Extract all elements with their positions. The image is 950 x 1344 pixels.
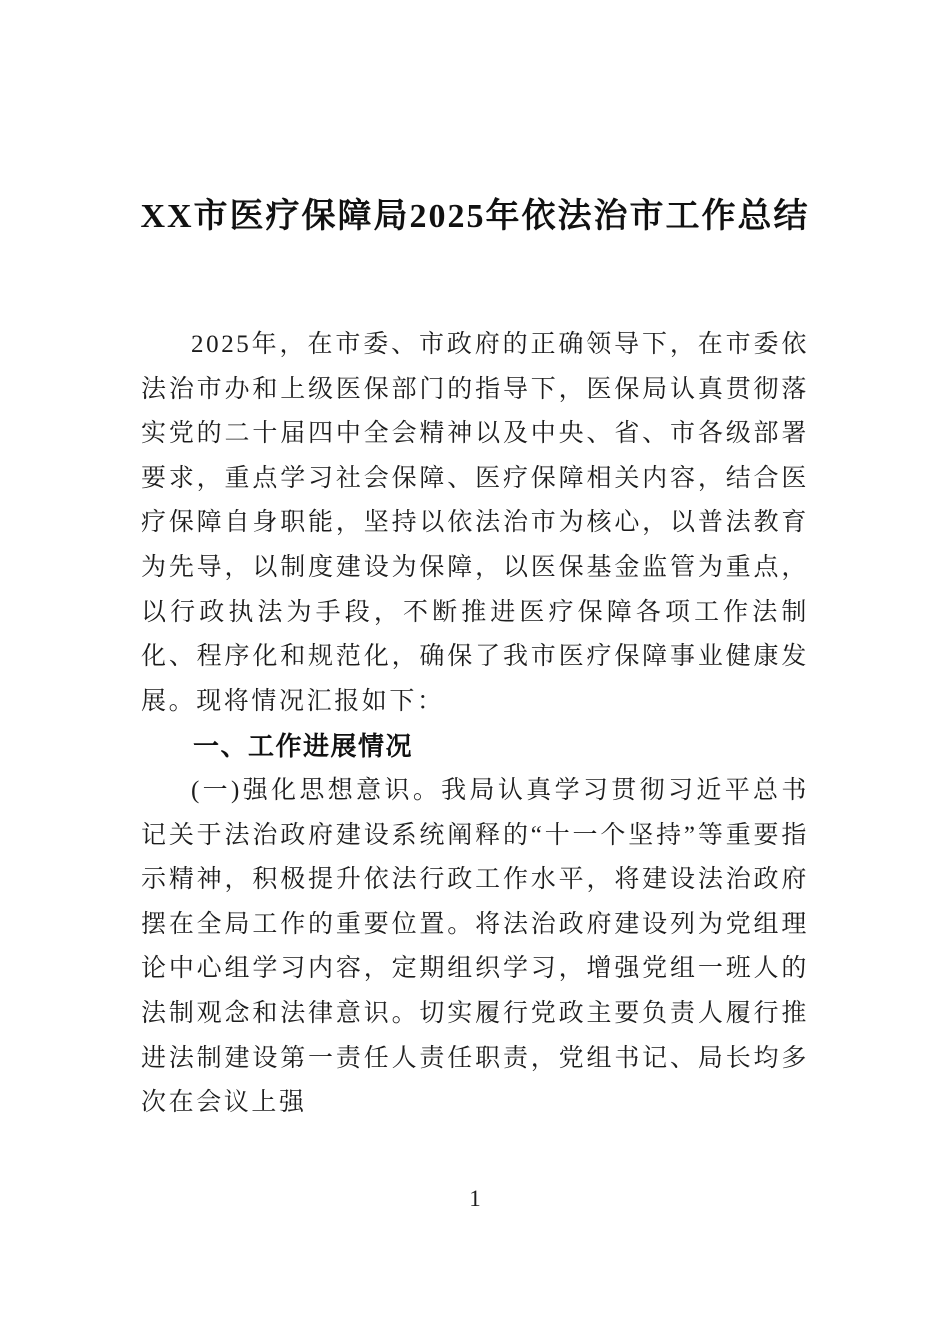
paragraph-intro: 2025年，在市委、市政府的正确领导下，在市委依法治市办和上级医保部门的指导下，医保局认真贯彻落实党的二十届四中全会精神以及中央、省、市各级部署要求，重点学习社会保障、医疗保障相关内容，结合医疗保障自身职能，坚持以依法治市为核心，以普法教育为先导，以制度建设为保障，以医保基金监管为重点，以行政执法为手段，不断推进医疗保障各项工作法制化、程序化和规范化，确保了我市医疗保障事业健康发展。现将情况汇报如下： <box>141 331 809 715</box>
paragraph-section-1: (一)强化思想意识。我局认真学习贯彻习近平总书记关于法治政府建设系统阐释的“十一个坚持”等重要指示精神，积极提升依法行政工作水平，将建设法治政府摆在全局工作的重要位置。将法治政府建设列为党组理论中心组学习内容，定期组织学习，增强党组一班人的法制观念和法律意识。切实履行党政主要负责人履行推进法制建设第一责任人责任职责，党组书记、局长均多次在会议上强 <box>141 776 809 1117</box>
document-title: XX市医疗保障局2025年依法治市工作总结 <box>140 198 810 235</box>
section-heading-1: 一、工作进展情况 <box>193 731 414 762</box>
page-number: 1 <box>469 1186 481 1211</box>
document-body <box>141 323 809 1126</box>
